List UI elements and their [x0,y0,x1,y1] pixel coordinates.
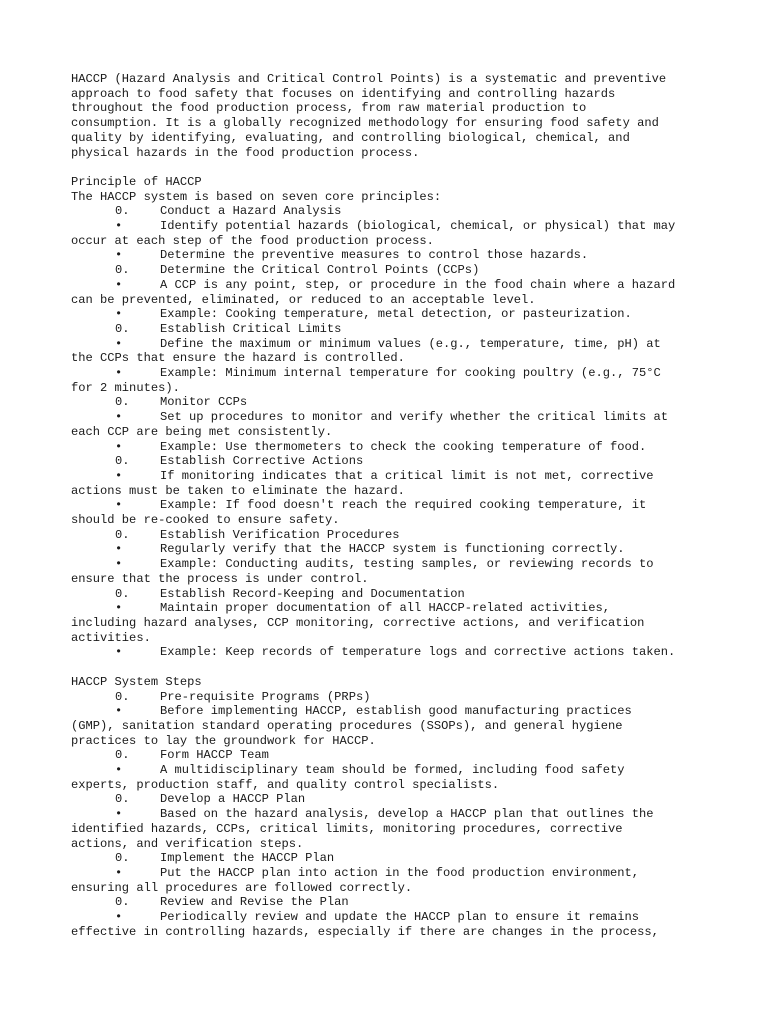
intro-line: HACCP (Hazard Analysis and Critical Control Points) is a systematic and preventive [71,72,667,86]
bullet-text: Example: Keep records of temperature logs and corrective actions taken. [160,645,676,660]
bullet-text: occur at each step of the food production process. [71,233,434,248]
bullet-continuation [71,381,711,396]
bullet-text: for 2 minutes). [71,380,180,395]
bullet-text: Example: Cooking temperature, metal detection, or pasteurization. [160,307,632,322]
bullet-line [71,498,711,513]
bullet-continuation [71,293,711,308]
bullet-text: experts, production staff, and quality control specialists. [71,777,500,792]
list-numeral: 0. [115,689,130,704]
step-item [71,748,711,763]
bullet-line [71,601,711,616]
intro-line: consumption. It is a globally recognized methodology for ensuring food safety and [71,116,659,131]
bullet-icon: • [115,645,123,660]
bullet-icon: • [115,910,123,925]
intro-line: approach to food safety that focuses on identifying and controlling hazards [71,86,616,101]
bullet-line [71,219,711,234]
list-numeral: 0. [115,792,130,807]
list-numeral: 0. [115,263,130,278]
bullet-icon: • [115,219,123,234]
bullet-line [71,278,711,293]
bullet-line [71,807,711,822]
list-numeral: 0. [115,527,130,542]
principle-item-title: Establish Verification Procedures [160,527,400,542]
principle-item-title: Establish Record-Keeping and Documentation [160,586,465,601]
bullet-text: Based on the hazard analysis, develop a HACCP plan that outlines the [160,807,654,822]
bullet-continuation [71,925,711,940]
bullet-continuation [71,616,711,631]
bullet-continuation [71,881,711,896]
bullet-text: (GMP), sanitation standard operating procedures (SSOPs), and general hygiene [71,718,623,733]
bullet-text: should be re-cooked to ensure safety. [71,513,340,528]
list-numeral: 0. [115,321,130,336]
intro-paragraph [71,72,711,160]
list-numeral: 0. [115,851,130,866]
steps-list [71,690,711,940]
bullet-line [71,440,711,455]
blank-line [71,660,711,675]
bullet-continuation [71,778,711,793]
bullet-line [71,763,711,778]
principle-item-title: Monitor CCPs [160,395,248,410]
step-item-title: Form HACCP Team [160,748,269,763]
principle-item [71,322,711,337]
step-item [71,690,711,705]
bullet-text: Identify potential hazards (biological, chemical, or physical) that may [160,219,676,234]
bullet-icon: • [115,410,123,425]
intro-line: throughout the food production process, from raw material production to [71,101,587,116]
bullet-line [71,704,711,719]
blank-line [71,160,711,175]
step-item [71,895,711,910]
principle-item [71,263,711,278]
bullet-text: Set up procedures to monitor and verify whether the critical limits at [160,410,669,425]
intro-line: physical hazards in the food production process. [71,145,420,160]
bullet-continuation [71,351,711,366]
bullet-text: A multidisciplinary team should be formed, including food safety [160,763,625,778]
bullet-text: Example: If food doesn't reach the required cooking temperature, it [160,498,647,513]
bullet-text: Before implementing HACCP, establish good manufacturing practices [160,704,632,719]
document-body [71,72,711,939]
bullet-icon: • [115,807,123,822]
list-numeral: 0. [115,454,130,469]
principles-list [71,204,711,660]
step-item-title: Implement the HACCP Plan [160,851,335,866]
bullet-text: Example: Use thermometers to check the cooking temperature of food. [160,439,647,454]
bullet-text: Define the maximum or minimum values (e.g., temperature, time, pH) at [160,336,661,351]
bullet-line [71,866,711,881]
bullet-icon: • [115,601,123,616]
step-item-title: Develop a HACCP Plan [160,792,306,807]
step-item [71,792,711,807]
bullet-icon: • [115,865,123,880]
principle-item-title: Determine the Critical Control Points (CCPs) [160,263,480,278]
bullet-continuation [71,513,711,528]
bullet-continuation [71,425,711,440]
principle-item [71,587,711,602]
bullet-icon: • [115,468,123,483]
bullet-text: identified hazards, CCPs, critical limits, monitoring procedures, corrective [71,821,623,836]
bullet-text: Regularly verify that the HACCP system is functioning correctly. [160,542,625,557]
bullet-continuation [71,484,711,499]
bullet-icon: • [115,366,123,381]
bullet-text: effective in controlling hazards, especially if there are changes in the process, [71,924,659,939]
bullet-text: actions must be taken to eliminate the hazard. [71,483,405,498]
bullet-text: Maintain proper documentation of all HACCP-related activities, [160,601,610,616]
bullet-line [71,307,711,322]
bullet-text: Determine the preventive measures to control those hazards. [160,248,589,263]
bullet-text: activities. [71,630,151,645]
bullet-icon: • [115,439,123,454]
principle-item-title: Establish Corrective Actions [160,454,364,469]
principle-item-title: Establish Critical Limits [160,321,342,336]
bullet-text: the CCPs that ensure the hazard is controlled. [71,351,405,366]
bullet-icon: • [115,763,123,778]
bullet-text: If monitoring indicates that a critical limit is not met, corrective [160,468,654,483]
bullet-text: A CCP is any point, step, or procedure in the food chain where a hazard [160,277,676,292]
bullet-icon: • [115,498,123,513]
bullet-continuation [71,234,711,249]
bullet-continuation [71,631,711,646]
step-item-title: Review and Revise the Plan [160,895,349,910]
principle-item [71,395,711,410]
bullet-line [71,248,711,263]
bullet-text: Example: Conducting audits, testing samples, or reviewing records to [160,557,654,572]
bullet-icon: • [115,248,123,263]
list-numeral: 0. [115,204,130,219]
bullet-line [71,910,711,925]
bullet-line [71,469,711,484]
bullet-continuation [71,719,711,734]
bullet-icon: • [115,542,123,557]
bullet-icon: • [115,307,123,322]
bullet-text: Example: Minimum internal temperature for cooking poultry (e.g., 75°C [160,366,661,381]
principle-item [71,528,711,543]
bullet-line [71,542,711,557]
bullet-text: ensure that the process is under control. [71,571,369,586]
principles-intro: The HACCP system is based on seven core principles: [71,189,442,204]
bullet-text: actions, and verification steps. [71,836,304,851]
bullet-icon: • [115,277,123,292]
list-numeral: 0. [115,748,130,763]
principle-item [71,204,711,219]
steps-heading: HACCP System Steps [71,674,202,689]
bullet-continuation [71,572,711,587]
list-numeral: 0. [115,586,130,601]
step-item-title: Pre-requisite Programs (PRPs) [160,689,371,704]
bullet-line [71,337,711,352]
bullet-continuation [71,734,711,749]
bullet-text: can be prevented, eliminated, or reduced to an acceptable level. [71,292,536,307]
bullet-line [71,410,711,425]
bullet-icon: • [115,704,123,719]
bullet-continuation [71,822,711,837]
principle-item-title: Conduct a Hazard Analysis [160,204,342,219]
bullet-text: each CCP are being met consistently. [71,424,333,439]
step-item [71,851,711,866]
bullet-icon: • [115,336,123,351]
principle-item [71,454,711,469]
bullet-text: Periodically review and update the HACCP plan to ensure it remains [160,910,639,925]
list-numeral: 0. [115,395,130,410]
intro-line: quality by identifying, evaluating, and controlling biological, chemical, and [71,130,630,145]
bullet-text: including hazard analyses, CCP monitoring, corrective actions, and verification [71,616,645,630]
bullet-line [71,557,711,572]
bullet-text: practices to lay the groundwork for HACCP. [71,733,376,748]
list-numeral: 0. [115,895,130,910]
bullet-line [71,366,711,381]
bullet-line [71,645,711,660]
bullet-icon: • [115,557,123,572]
bullet-text: ensuring all procedures are followed correctly. [71,880,413,895]
bullet-text: Put the HACCP plan into action in the food production environment, [160,865,639,880]
principles-heading: Principle of HACCP [71,174,202,189]
bullet-continuation [71,837,711,852]
